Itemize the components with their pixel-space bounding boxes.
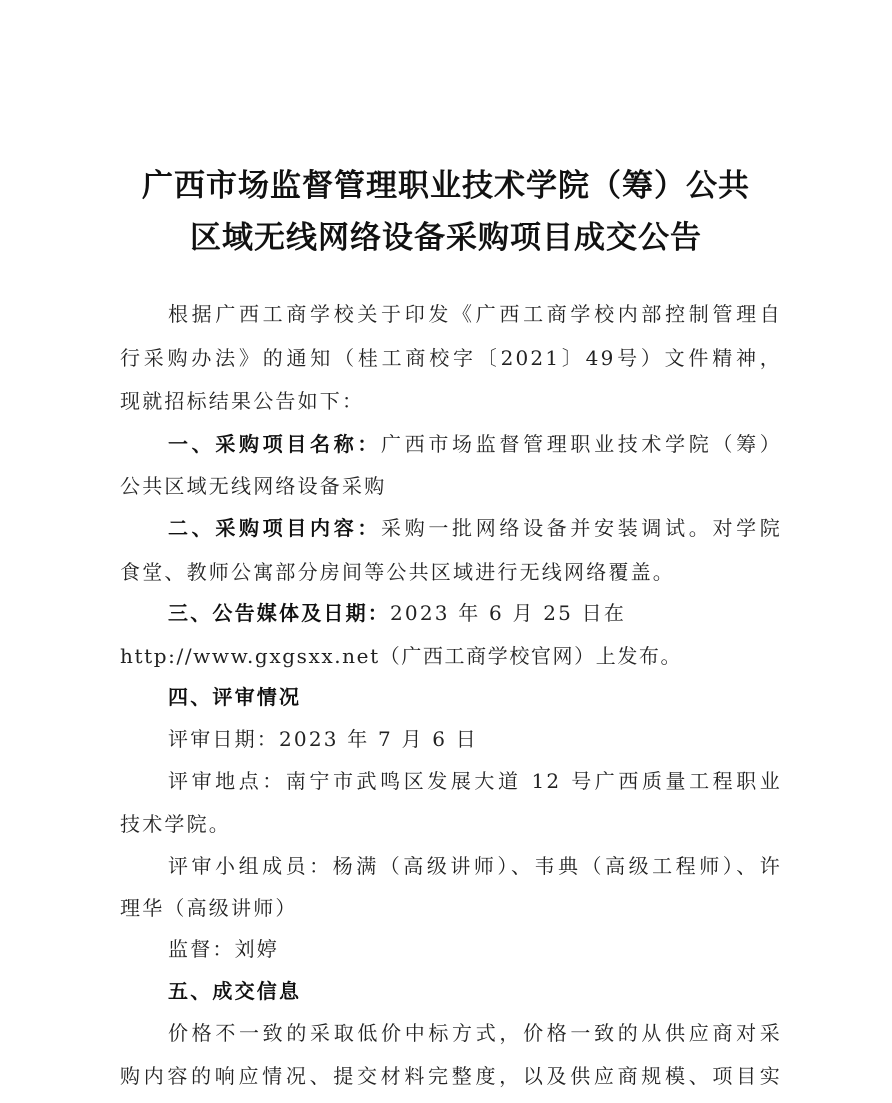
intro-line-1: 根据广西工商学校关于印发《广西工商学校内部控制管理自 (168, 302, 782, 326)
section5-text-1: 价格不一致的采取低价中标方式，价格一致的从供应商对采 (168, 1021, 782, 1045)
section2-line-1 (168, 512, 782, 541)
section2-heading: 二、采购项目内容： (168, 516, 382, 540)
section3-text-1: 2023 年 6 月 25 日在 (390, 601, 627, 625)
section2-text-1: 采购一批网络设备并安装调试。对学院 (381, 516, 782, 540)
review-place-line-1: 评审地点：南宁市武鸣区发展大道 12 号广西质量工程职业 (168, 769, 782, 793)
intro-line-3: 现就招标结果公告如下： (120, 389, 365, 413)
section4-heading: 四、评审情况 (168, 685, 302, 709)
section1-heading: 一、采购项目名称： (168, 432, 382, 456)
review-supervisor: 监督：刘婷 (168, 937, 279, 961)
section1-text-1: 广西市场监督管理职业技术学院（筹） (381, 432, 782, 456)
section1-line-1 (168, 428, 782, 457)
review-place-line-2: 技术学院。 (120, 812, 231, 836)
section3-text-2: http://www.gxgsxx.net（广西工商学校官网）上发布。 (120, 644, 683, 668)
section5-text-2: 购内容的响应情况、提交材料完整度，以及供应商规模、项目实 (120, 1064, 782, 1088)
section5-heading: 五、成交信息 (168, 979, 302, 1003)
section1-text-2: 公共区域无线网络设备采购 (120, 474, 387, 498)
section3-line-1 (168, 597, 626, 626)
section2-text-2: 食堂、教师公寓部分房间等公共区域进行无线网络覆盖。 (120, 560, 675, 584)
section3-heading: 三、公告媒体及日期： (168, 601, 390, 625)
review-members-line-1: 评审小组成员：杨满（高级讲师）、韦典（高级工程师）、许 (168, 854, 782, 878)
document-title-line-1: 广西市场监督管理职业技术学院（筹）公共 (142, 168, 750, 204)
intro-line-2: 行采购办法》的通知（桂工商校字〔2021〕49号）文件精神， (120, 346, 782, 370)
review-members-line-2: 理华（高级讲师） (120, 896, 298, 920)
review-date: 评审日期：2023 年 7 月 6 日 (168, 727, 478, 751)
document-title-line-2: 区域无线网络设备采购项目成交公告 (190, 220, 702, 256)
